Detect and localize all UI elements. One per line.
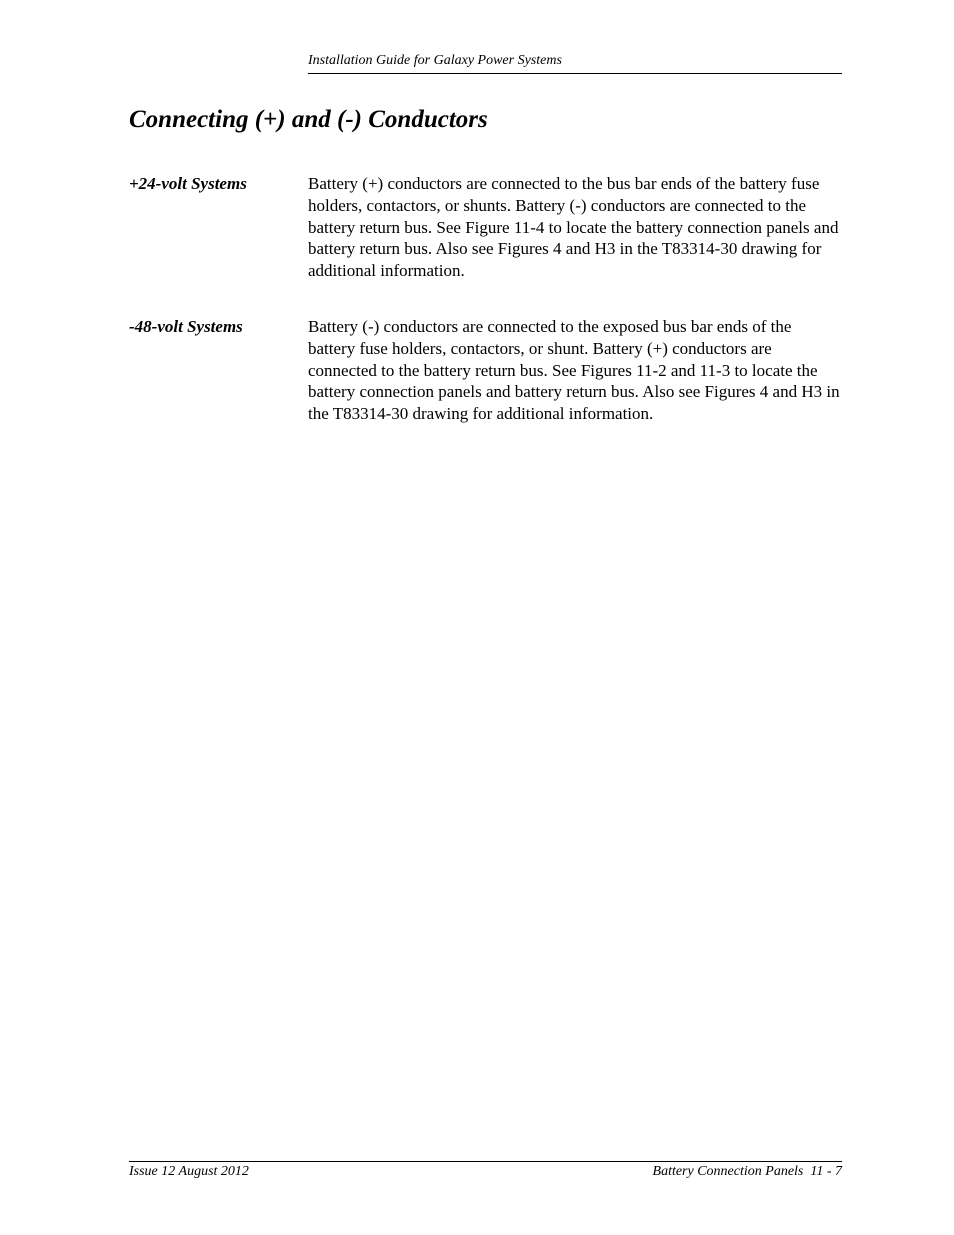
running-header-title: Installation Guide for Galaxy Power Systems: [308, 53, 562, 68]
footer-page-label: Battery Connection Panels 11 - 7: [652, 1164, 842, 1179]
subsection-body: Battery (-) conductors are connected to the exposed bus bar ends of the battery fuse holders, contactors, or shunt. Battery (+) conductors are connected to the battery return bus. See Figures 11-2 and 11-3 to locate the battery connection panels and battery return bus. Also see Figures 4 and H3 in the T83314-30 drawing for additional information.: [308, 317, 840, 424]
section-title: Connecting (+) and (-) Conductors: [129, 106, 488, 133]
subsection-heading: +24-volt Systems: [129, 174, 247, 193]
footer-issue: Issue 12 August 2012: [129, 1164, 249, 1179]
subsection-heading: -48-volt Systems: [129, 317, 243, 336]
running-header: [308, 52, 842, 74]
running-footer: [129, 1161, 842, 1179]
subsection-body: Battery (+) conductors are connected to the bus bar ends of the battery fuse holders, contactors, or shunts. Battery (-) conductors are connected to the battery return bus. See Figure 11-4 to locate the battery connection panels and battery return bus. Also see Figures 4 and H3 in the T83314-30 drawing for additional information.: [308, 174, 839, 281]
